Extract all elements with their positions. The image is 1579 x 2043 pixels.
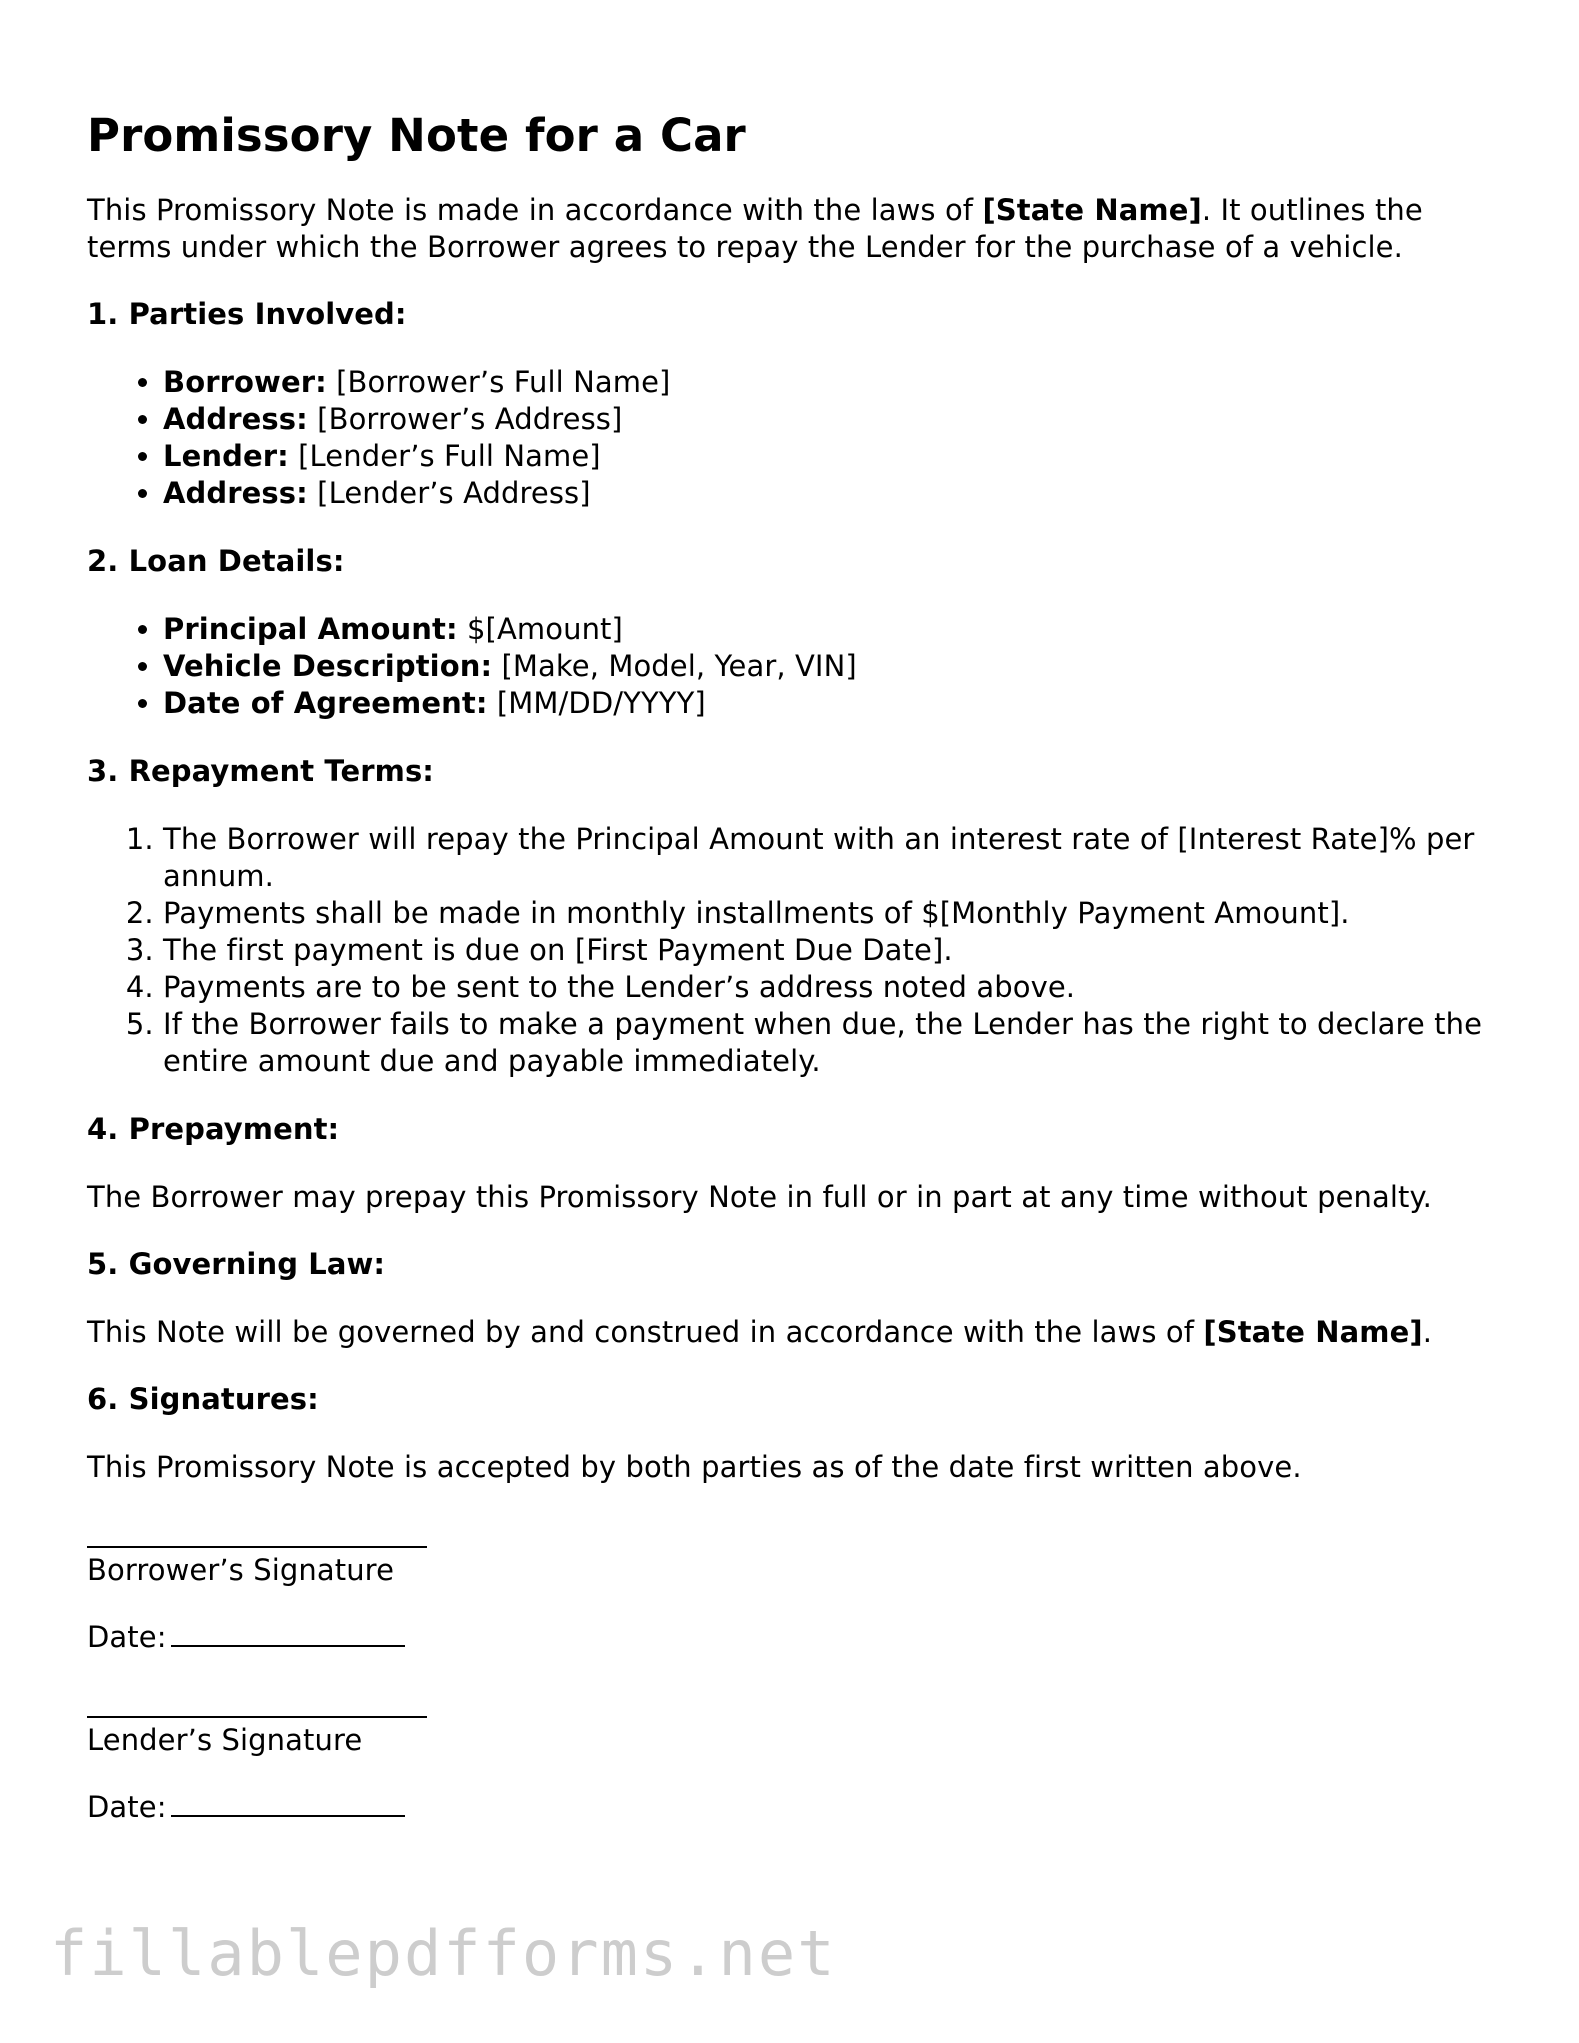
borrower-date-label: Date: xyxy=(87,1620,167,1654)
lender-date-row xyxy=(87,1789,1487,1826)
field-label: Address: xyxy=(163,402,308,436)
parties-list-item-borrower xyxy=(163,364,1487,401)
repayment-term: 5. If the Borrower fails to make a payment when due, the Lender has the right to declare the entire amount due and payable immediately. xyxy=(163,1006,1487,1080)
loan-list-item-principal xyxy=(163,611,1487,648)
field-label: Date of Agreement: xyxy=(163,686,488,720)
parties-heading: 1. Parties Involved: xyxy=(87,297,407,331)
loan-details-list xyxy=(87,611,1487,722)
lender-signature-line[interactable] xyxy=(87,1716,427,1718)
lender-date-blank[interactable] xyxy=(171,1815,405,1817)
governing-law-text-after: . xyxy=(1422,1315,1433,1349)
field-value: [Lender’s Address] xyxy=(307,476,591,510)
field-value: [MM/DD/YYYY] xyxy=(487,686,706,720)
parties-list xyxy=(87,364,1487,512)
field-value: [Make, Model, Year, VIN] xyxy=(492,649,857,683)
loan-details-heading: 2. Loan Details: xyxy=(87,544,345,578)
document-page xyxy=(87,108,1487,1826)
field-value: $[Amount] xyxy=(457,612,623,646)
governing-law-heading: 5. Governing Law: xyxy=(87,1247,386,1281)
intro-paragraph xyxy=(87,192,1487,266)
lender-signature-label: Lender’s Signature xyxy=(87,1723,363,1757)
field-value: [Lender’s Full Name] xyxy=(288,439,601,473)
governing-law-state-placeholder: [State Name] xyxy=(1203,1315,1423,1349)
field-label: Address: xyxy=(163,476,308,510)
parties-list-item-lender xyxy=(163,438,1487,475)
intro-text-before: This Promissory Note is made in accordance with the laws of xyxy=(87,193,983,227)
governing-law-text-before: This Note will be governed by and construed in accordance with the laws of xyxy=(87,1315,1204,1349)
signatures-heading: 6. Signatures: xyxy=(87,1382,319,1416)
field-label: Lender: xyxy=(163,439,289,473)
borrower-date-blank[interactable] xyxy=(171,1645,405,1647)
borrower-signature-label: Borrower’s Signature xyxy=(87,1553,395,1587)
parties-list-item-lender-address xyxy=(163,475,1487,512)
field-value: [Borrower’s Full Name] xyxy=(326,365,671,399)
document-title: Promissory Note for a Car xyxy=(87,109,746,162)
governing-law-paragraph xyxy=(87,1314,1487,1351)
repayment-heading: 3. Repayment Terms: xyxy=(87,754,434,788)
field-label: Borrower: xyxy=(163,365,327,399)
repayment-term: 1. The Borrower will repay the Principal Amount with an interest rate of [Interest Rate]% per annum. xyxy=(163,821,1487,895)
intro-text-after: . It outlines the terms under which the Borrower agrees to repay the Lender for the purchase of a vehicle. xyxy=(87,193,1423,264)
field-value: [Borrower’s Address] xyxy=(307,402,623,436)
prepayment-heading: 4. Prepayment: xyxy=(87,1112,340,1146)
intro-state-placeholder: [State Name] xyxy=(982,193,1202,227)
loan-list-item-date xyxy=(163,685,1487,722)
field-label: Vehicle Description: xyxy=(163,649,493,683)
repayment-term: 3. The first payment is due on [First Payment Due Date]. xyxy=(163,932,1487,969)
lender-date-label: Date: xyxy=(87,1790,167,1824)
field-label: Principal Amount: xyxy=(163,612,458,646)
watermark: fillablepdfforms.net xyxy=(50,1917,837,1990)
loan-list-item-vehicle xyxy=(163,648,1487,685)
prepayment-text: The Borrower may prepay this Promissory Note in full or in part at any time without penalty. xyxy=(87,1180,1432,1214)
borrower-signature-line[interactable] xyxy=(87,1546,427,1548)
repayment-term: 4. Payments are to be sent to the Lender’s address noted above. xyxy=(163,969,1487,1006)
parties-list-item-borrower-address xyxy=(163,401,1487,438)
repayment-list xyxy=(87,821,1487,1080)
repayment-term: 2. Payments shall be made in monthly installments of $[Monthly Payment Amount]. xyxy=(163,895,1487,932)
signatures-text: This Promissory Note is accepted by both parties as of the date first written above. xyxy=(87,1450,1302,1484)
borrower-date-row xyxy=(87,1619,1487,1656)
